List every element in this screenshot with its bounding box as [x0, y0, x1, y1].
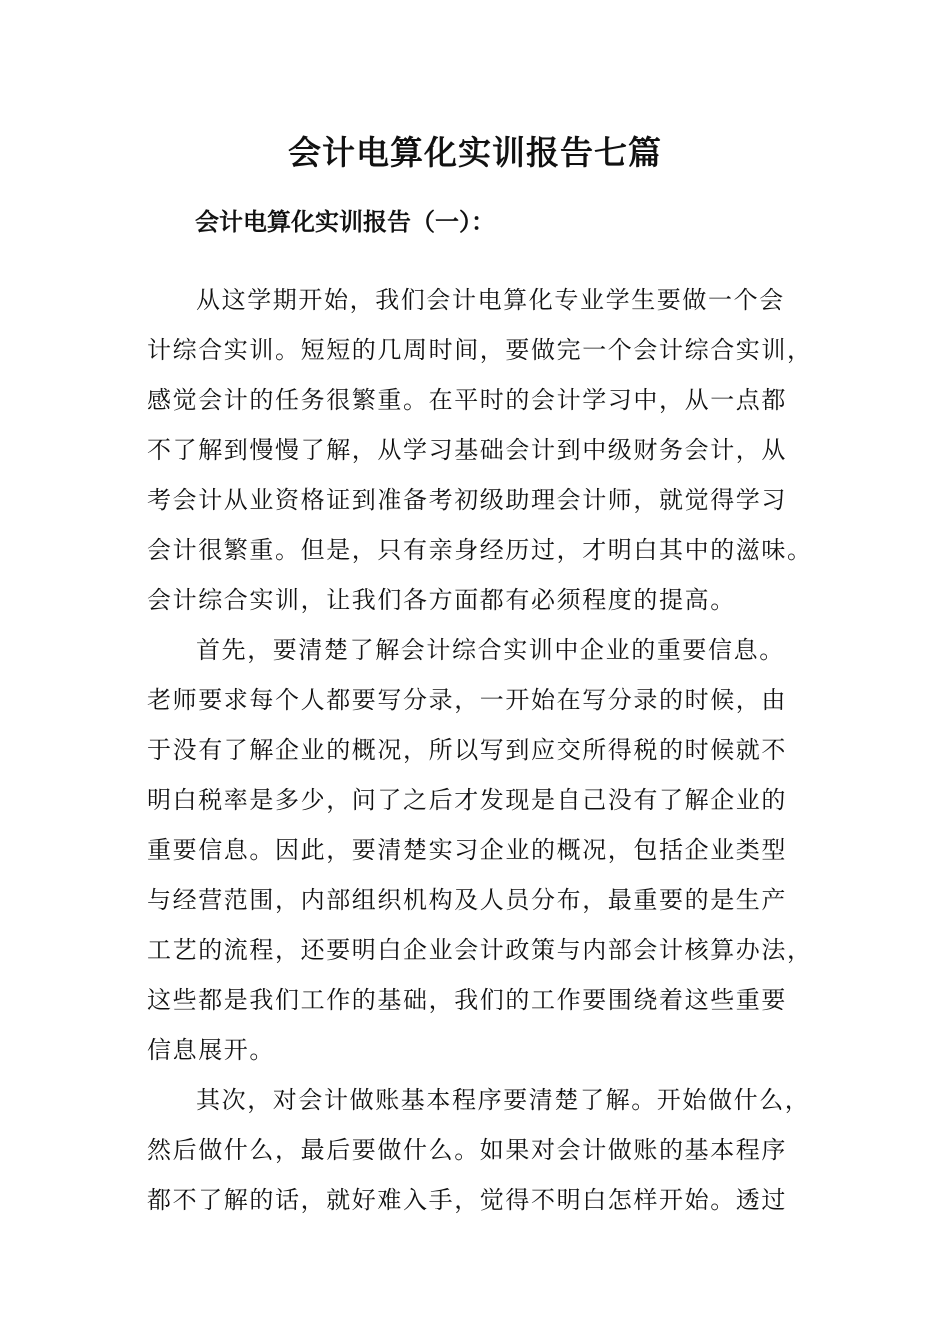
body-text: [147, 275, 813, 1225]
paragraph-1: [147, 275, 813, 625]
document-title: 会计电算化实训报告七篇: [288, 133, 662, 172]
text-line: 明白税率是多少，问了之后才发现是自己没有了解企业的: [147, 786, 787, 814]
text-line: 从这学期开始，我们会计电算化专业学生要做一个会: [196, 286, 785, 314]
text-line: 于没有了解企业的概况，所以写到应交所得税的时候就不: [147, 736, 787, 764]
text-line: 会计很繁重。但是，只有亲身经历过，才明白其中的滋味。: [147, 536, 813, 564]
text-line: 计综合实训。短短的几周时间，要做完一个会计综合实训，: [147, 336, 813, 364]
text-line: 其次，对会计做账基本程序要清楚了解。开始做什么，: [196, 1086, 811, 1114]
text-line: 老师要求每个人都要写分录，一开始在写分录的时候，由: [147, 686, 787, 714]
text-line: 都不了解的话，就好难入手，觉得不明白怎样开始。透过: [147, 1186, 787, 1214]
section-heading: 会计电算化实训报告（一）：: [195, 207, 495, 236]
text-line: 工艺的流程，还要明白企业会计政策与内部会计核算办法，: [147, 936, 813, 964]
text-line: 信息展开。: [147, 1036, 275, 1064]
text-line: 感觉会计的任务很繁重。在平时的会计学习中，从一点都: [147, 386, 787, 414]
paragraph-2: [147, 625, 813, 1075]
text-line: 会计综合实训，让我们各方面都有必须程度的提高。: [147, 586, 736, 614]
text-line: 与经营范围，内部组织机构及人员分布，最重要的是生产: [147, 886, 787, 914]
paragraph-3: [147, 1075, 811, 1225]
text-line: 然后做什么，最后要做什么。如果对会计做账的基本程序: [147, 1136, 787, 1164]
text-line: 重要信息。因此，要清楚实习企业的概况，包括企业类型: [147, 836, 787, 864]
text-line: 考会计从业资格证到准备考初级助理会计师，就觉得学习: [147, 486, 787, 514]
text-line: 首先，要清楚了解会计综合实训中企业的重要信息。: [196, 636, 785, 664]
text-line: 这些都是我们工作的基础，我们的工作要围绕着这些重要: [147, 986, 787, 1014]
text-line: 不了解到慢慢了解，从学习基础会计到中级财务会计，从: [147, 436, 787, 464]
